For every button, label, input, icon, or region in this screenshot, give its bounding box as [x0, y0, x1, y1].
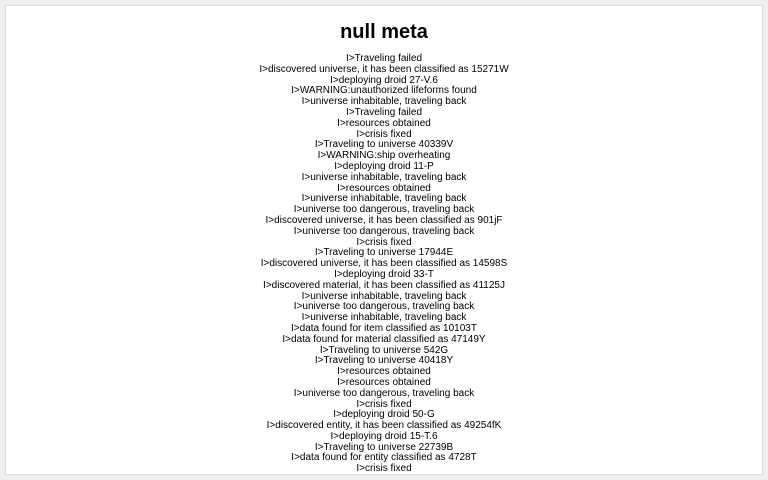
- log-entry: I>WARNING:ship overheating: [317, 150, 451, 162]
- log-entry: I>data found for material classified as 47149Y: [282, 333, 486, 345]
- log-entry: I>crisis fixed: [356, 463, 412, 475]
- log-entry: I>universe too dangerous, traveling back: [293, 301, 475, 313]
- log-entry: I>discovered universe, it has been classified as 901jF: [265, 214, 503, 226]
- log-entry: I>resources obtained: [337, 117, 431, 129]
- log-entry: I>Traveling to universe 40339V: [314, 139, 454, 151]
- log-entry: I>crisis fixed: [356, 236, 412, 248]
- log-entry: I>Traveling to universe 17944E: [314, 247, 454, 259]
- log-entry: I>Traveling failed: [345, 106, 423, 118]
- log-entry: I>discovered universe, it has been classified as 14598S: [260, 258, 508, 270]
- log-entry: I>universe inhabitable, traveling back: [301, 290, 467, 302]
- log-entry: I>Traveling to universe 542G: [319, 344, 449, 356]
- page-container: [5, 5, 763, 475]
- log-entry: I>resources obtained: [337, 366, 431, 378]
- log-entry: I>universe too dangerous, traveling back: [293, 225, 475, 237]
- page-title: null meta: [340, 21, 428, 43]
- log-entry: I>universe inhabitable, traveling back: [301, 193, 467, 205]
- log-entry: I>resources obtained: [337, 182, 431, 194]
- log-entry: I>deploying droid 15-T.6: [330, 430, 438, 442]
- log-entry: I>Traveling to universe 22739B: [314, 441, 454, 453]
- log-entry: I>discovered universe, it has been classified as 15271W: [259, 63, 509, 75]
- log-entry: I>discovered material, it has been classified as 41125J: [263, 279, 505, 291]
- log-entry: I>Traveling failed: [345, 53, 423, 64]
- log-entry: I>resources obtained: [337, 376, 431, 388]
- log-entry: I>universe inhabitable, traveling back: [301, 171, 467, 183]
- log-entry: I>data found for entity classified as 4728T: [291, 452, 477, 464]
- log-entry: I>data found for item classified as 10103T: [291, 322, 477, 334]
- log-list: [6, 54, 762, 475]
- log-entry: I>WARNING:unauthorized lifeforms found: [291, 85, 477, 97]
- log-entry: I>discovered entity, it has been classified as 49254fK: [266, 420, 502, 432]
- log-entry: I>deploying droid 11-P: [334, 160, 434, 172]
- log-entry: I>universe too dangerous, traveling back: [293, 387, 475, 399]
- log-entry: I>crisis fixed: [356, 398, 412, 410]
- log-entry: I>universe too dangerous, traveling back: [293, 204, 475, 216]
- log-entry: I>crisis fixed: [356, 128, 412, 140]
- log-entry: I>deploying droid 33-T: [334, 268, 434, 280]
- log-entry: I>Traveling to universe 40418Y: [314, 355, 454, 367]
- log-entry: I>deploying droid 27-V.6: [330, 74, 438, 86]
- log-entry: I>universe inhabitable, traveling back: [301, 312, 467, 324]
- log-entry: I>universe inhabitable, traveling back: [301, 96, 467, 108]
- log-entry: I>deploying droid 50-G: [333, 409, 435, 421]
